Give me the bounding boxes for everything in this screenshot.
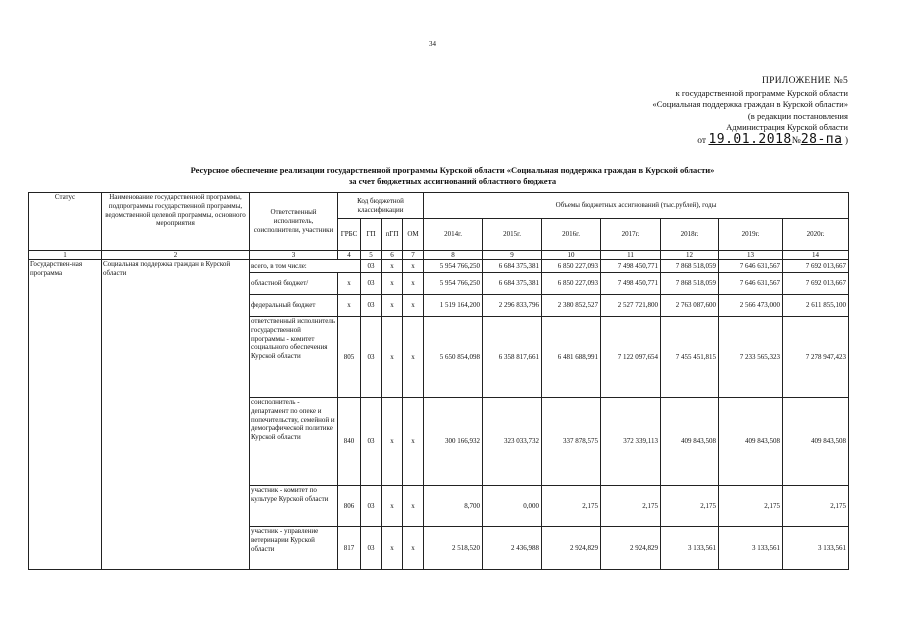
- header-year: 2019г.: [719, 219, 783, 251]
- table-row: [29, 260, 849, 273]
- code-cell: 03: [361, 398, 382, 486]
- appendix-line: «Социальная поддержка граждан в Курской области»: [652, 99, 848, 110]
- code-cell: 817: [338, 527, 361, 570]
- value-cell: 6 684 375,381: [483, 273, 542, 295]
- value-cell: 2 924,829: [542, 527, 601, 570]
- header-code: ГРБС: [338, 219, 361, 251]
- value-cell: 2 566 473,000: [719, 295, 783, 317]
- code-cell: 805: [338, 317, 361, 398]
- document-title-line1: Ресурсное обеспечение реализации государственной программы Курской области «Социальная поддержка граждан в Курской области»: [190, 165, 715, 175]
- value-cell: 7 646 631,567: [719, 260, 783, 273]
- header-year: 2020г.: [783, 219, 849, 251]
- code-cell: 03: [361, 527, 382, 570]
- value-cell: 2 380 852,527: [542, 295, 601, 317]
- code-cell: x: [403, 527, 424, 570]
- header-executor: Ответственный исполнитель, соисполнители, участники: [250, 193, 338, 251]
- column-number: 1: [29, 251, 102, 260]
- column-number: 9: [483, 251, 542, 260]
- column-number: 6: [382, 251, 403, 260]
- value-cell: 1 519 164,200: [424, 295, 483, 317]
- value-cell: 7 868 518,059: [661, 273, 719, 295]
- code-cell: 03: [361, 273, 382, 295]
- code-cell: x: [403, 317, 424, 398]
- code-cell: x: [403, 273, 424, 295]
- value-cell: 2,175: [783, 486, 849, 527]
- value-cell: 5 954 766,250: [424, 273, 483, 295]
- value-cell: 409 843,508: [719, 398, 783, 486]
- executor-cell: соисполнитель - департамент по опеке и попечительству, семейной и демографической политике Курской области: [250, 398, 338, 486]
- header-status: Статус: [29, 193, 102, 251]
- value-cell: 7 646 631,567: [719, 273, 783, 295]
- value-cell: 323 033,732: [483, 398, 542, 486]
- code-cell: x: [403, 295, 424, 317]
- header-code-group: Код бюджетной классификации: [338, 193, 424, 219]
- header-name: Наименование государственной программы, подпрограммы государственной программы, ведомственной целевой программы, основного мероприятия: [102, 193, 250, 251]
- value-cell: 2,175: [661, 486, 719, 527]
- executor-cell: участник - комитет по культуре Курской области: [250, 486, 338, 527]
- value-cell: 409 843,508: [783, 398, 849, 486]
- value-cell: 2,175: [719, 486, 783, 527]
- number-prefix: №: [791, 135, 801, 146]
- code-cell: 03: [361, 260, 382, 273]
- page-number: 34: [429, 40, 436, 48]
- column-number: 10: [542, 251, 601, 260]
- value-cell: 2 436,988: [483, 527, 542, 570]
- column-number: 2: [102, 251, 250, 260]
- date-prefix: от: [697, 135, 707, 146]
- code-cell: x: [382, 295, 403, 317]
- header-year: 2015г.: [483, 219, 542, 251]
- header-year: 2018г.: [661, 219, 719, 251]
- value-cell: 0,000: [483, 486, 542, 527]
- value-cell: 2 763 087,600: [661, 295, 719, 317]
- column-number: 11: [601, 251, 661, 260]
- column-number: 7: [403, 251, 424, 260]
- code-cell: 840: [338, 398, 361, 486]
- value-cell: 8,700: [424, 486, 483, 527]
- value-cell: 6 358 817,661: [483, 317, 542, 398]
- value-cell: 2 296 833,796: [483, 295, 542, 317]
- value-cell: 3 133,561: [719, 527, 783, 570]
- header-volumes-group: Объемы бюджетных ассигнований (тыс.рублей), годы: [424, 193, 849, 219]
- code-cell: x: [338, 295, 361, 317]
- appendix-line: Администрация Курской области: [726, 122, 848, 133]
- value-cell: 5 954 766,250: [424, 260, 483, 273]
- value-cell: 7 868 518,059: [661, 260, 719, 273]
- value-cell: 2,175: [542, 486, 601, 527]
- value-cell: 2 518,520: [424, 527, 483, 570]
- code-cell: 03: [361, 317, 382, 398]
- document-title-line2: за счет бюджетных ассигнований областного бюджета: [348, 175, 557, 186]
- value-cell: 6 850 227,093: [542, 260, 601, 273]
- appendix-header: [548, 76, 848, 148]
- code-cell: x: [338, 273, 361, 295]
- column-number: 13: [719, 251, 783, 260]
- value-cell: 300 166,932: [424, 398, 483, 486]
- handwritten-number: 28-па: [800, 131, 843, 147]
- value-cell: 409 843,508: [661, 398, 719, 486]
- value-cell: 2 924,829: [601, 527, 661, 570]
- code-cell: x: [403, 486, 424, 527]
- executor-cell: всего, в том числе:: [250, 260, 361, 273]
- code-cell: 806: [338, 486, 361, 527]
- code-cell: 03: [361, 486, 382, 527]
- appendix-line: к государственной программе Курской области: [675, 87, 848, 98]
- value-cell: 7 455 451,815: [661, 317, 719, 398]
- value-cell: 7 122 097,654: [601, 317, 661, 398]
- program-name-cell: Социальная поддержка граждан в Курской области: [102, 260, 250, 570]
- value-cell: 7 692 013,667: [783, 260, 849, 273]
- executor-cell: ответственный исполнитель государственной программы - комитет социального обеспечения Курской области: [250, 317, 338, 398]
- code-cell: x: [382, 486, 403, 527]
- value-cell: 6 481 688,991: [542, 317, 601, 398]
- executor-cell: областной бюджет/: [250, 273, 338, 295]
- appendix-date-line: [548, 131, 848, 148]
- column-number: 5: [361, 251, 382, 260]
- value-cell: 2 527 721,800: [601, 295, 661, 317]
- value-cell: 2,175: [601, 486, 661, 527]
- status-cell: Государствен-ная программа: [29, 260, 102, 570]
- value-cell: 372 339,113: [601, 398, 661, 486]
- appendix-title: ПРИЛОЖЕНИЕ №5: [762, 76, 848, 86]
- header-year: 2016г.: [542, 219, 601, 251]
- header-code: ГП: [361, 219, 382, 251]
- resource-table: [28, 192, 849, 570]
- column-number: 3: [250, 251, 338, 260]
- code-cell: x: [382, 527, 403, 570]
- value-cell: 5 650 854,098: [424, 317, 483, 398]
- value-cell: 7 692 013,667: [783, 273, 849, 295]
- code-cell: x: [403, 398, 424, 486]
- value-cell: 7 498 450,771: [601, 260, 661, 273]
- value-cell: 7 278 947,423: [783, 317, 849, 398]
- value-cell: 337 878,575: [542, 398, 601, 486]
- column-number: 8: [424, 251, 483, 260]
- header-code: пГП: [382, 219, 403, 251]
- column-number: 4: [338, 251, 361, 260]
- header-year: 2017г.: [601, 219, 661, 251]
- handwritten-date: 19.01.2018: [708, 131, 792, 147]
- code-cell: x: [382, 273, 403, 295]
- code-cell: x: [382, 398, 403, 486]
- value-cell: 3 133,561: [661, 527, 719, 570]
- header-year: 2014г.: [424, 219, 483, 251]
- value-cell: 3 133,561: [783, 527, 849, 570]
- value-cell: 7 233 565,323: [719, 317, 783, 398]
- value-cell: 6 850 227,093: [542, 273, 601, 295]
- appendix-line: (в редакции постановления: [747, 110, 848, 121]
- executor-cell: участник - управление ветеринарии Курской области: [250, 527, 338, 570]
- value-cell: 2 611 855,100: [783, 295, 849, 317]
- code-cell: x: [382, 317, 403, 398]
- column-number: 14: [783, 251, 849, 260]
- column-number: 12: [661, 251, 719, 260]
- code-cell: x: [403, 260, 424, 273]
- document-title: [95, 165, 810, 186]
- code-cell: 03: [361, 295, 382, 317]
- closing-paren: ): [844, 135, 848, 146]
- header-code: ОМ: [403, 219, 424, 251]
- executor-cell: федеральный бюджет: [250, 295, 338, 317]
- value-cell: 6 684 375,381: [483, 260, 542, 273]
- code-cell: x: [382, 260, 403, 273]
- value-cell: 7 498 450,771: [601, 273, 661, 295]
